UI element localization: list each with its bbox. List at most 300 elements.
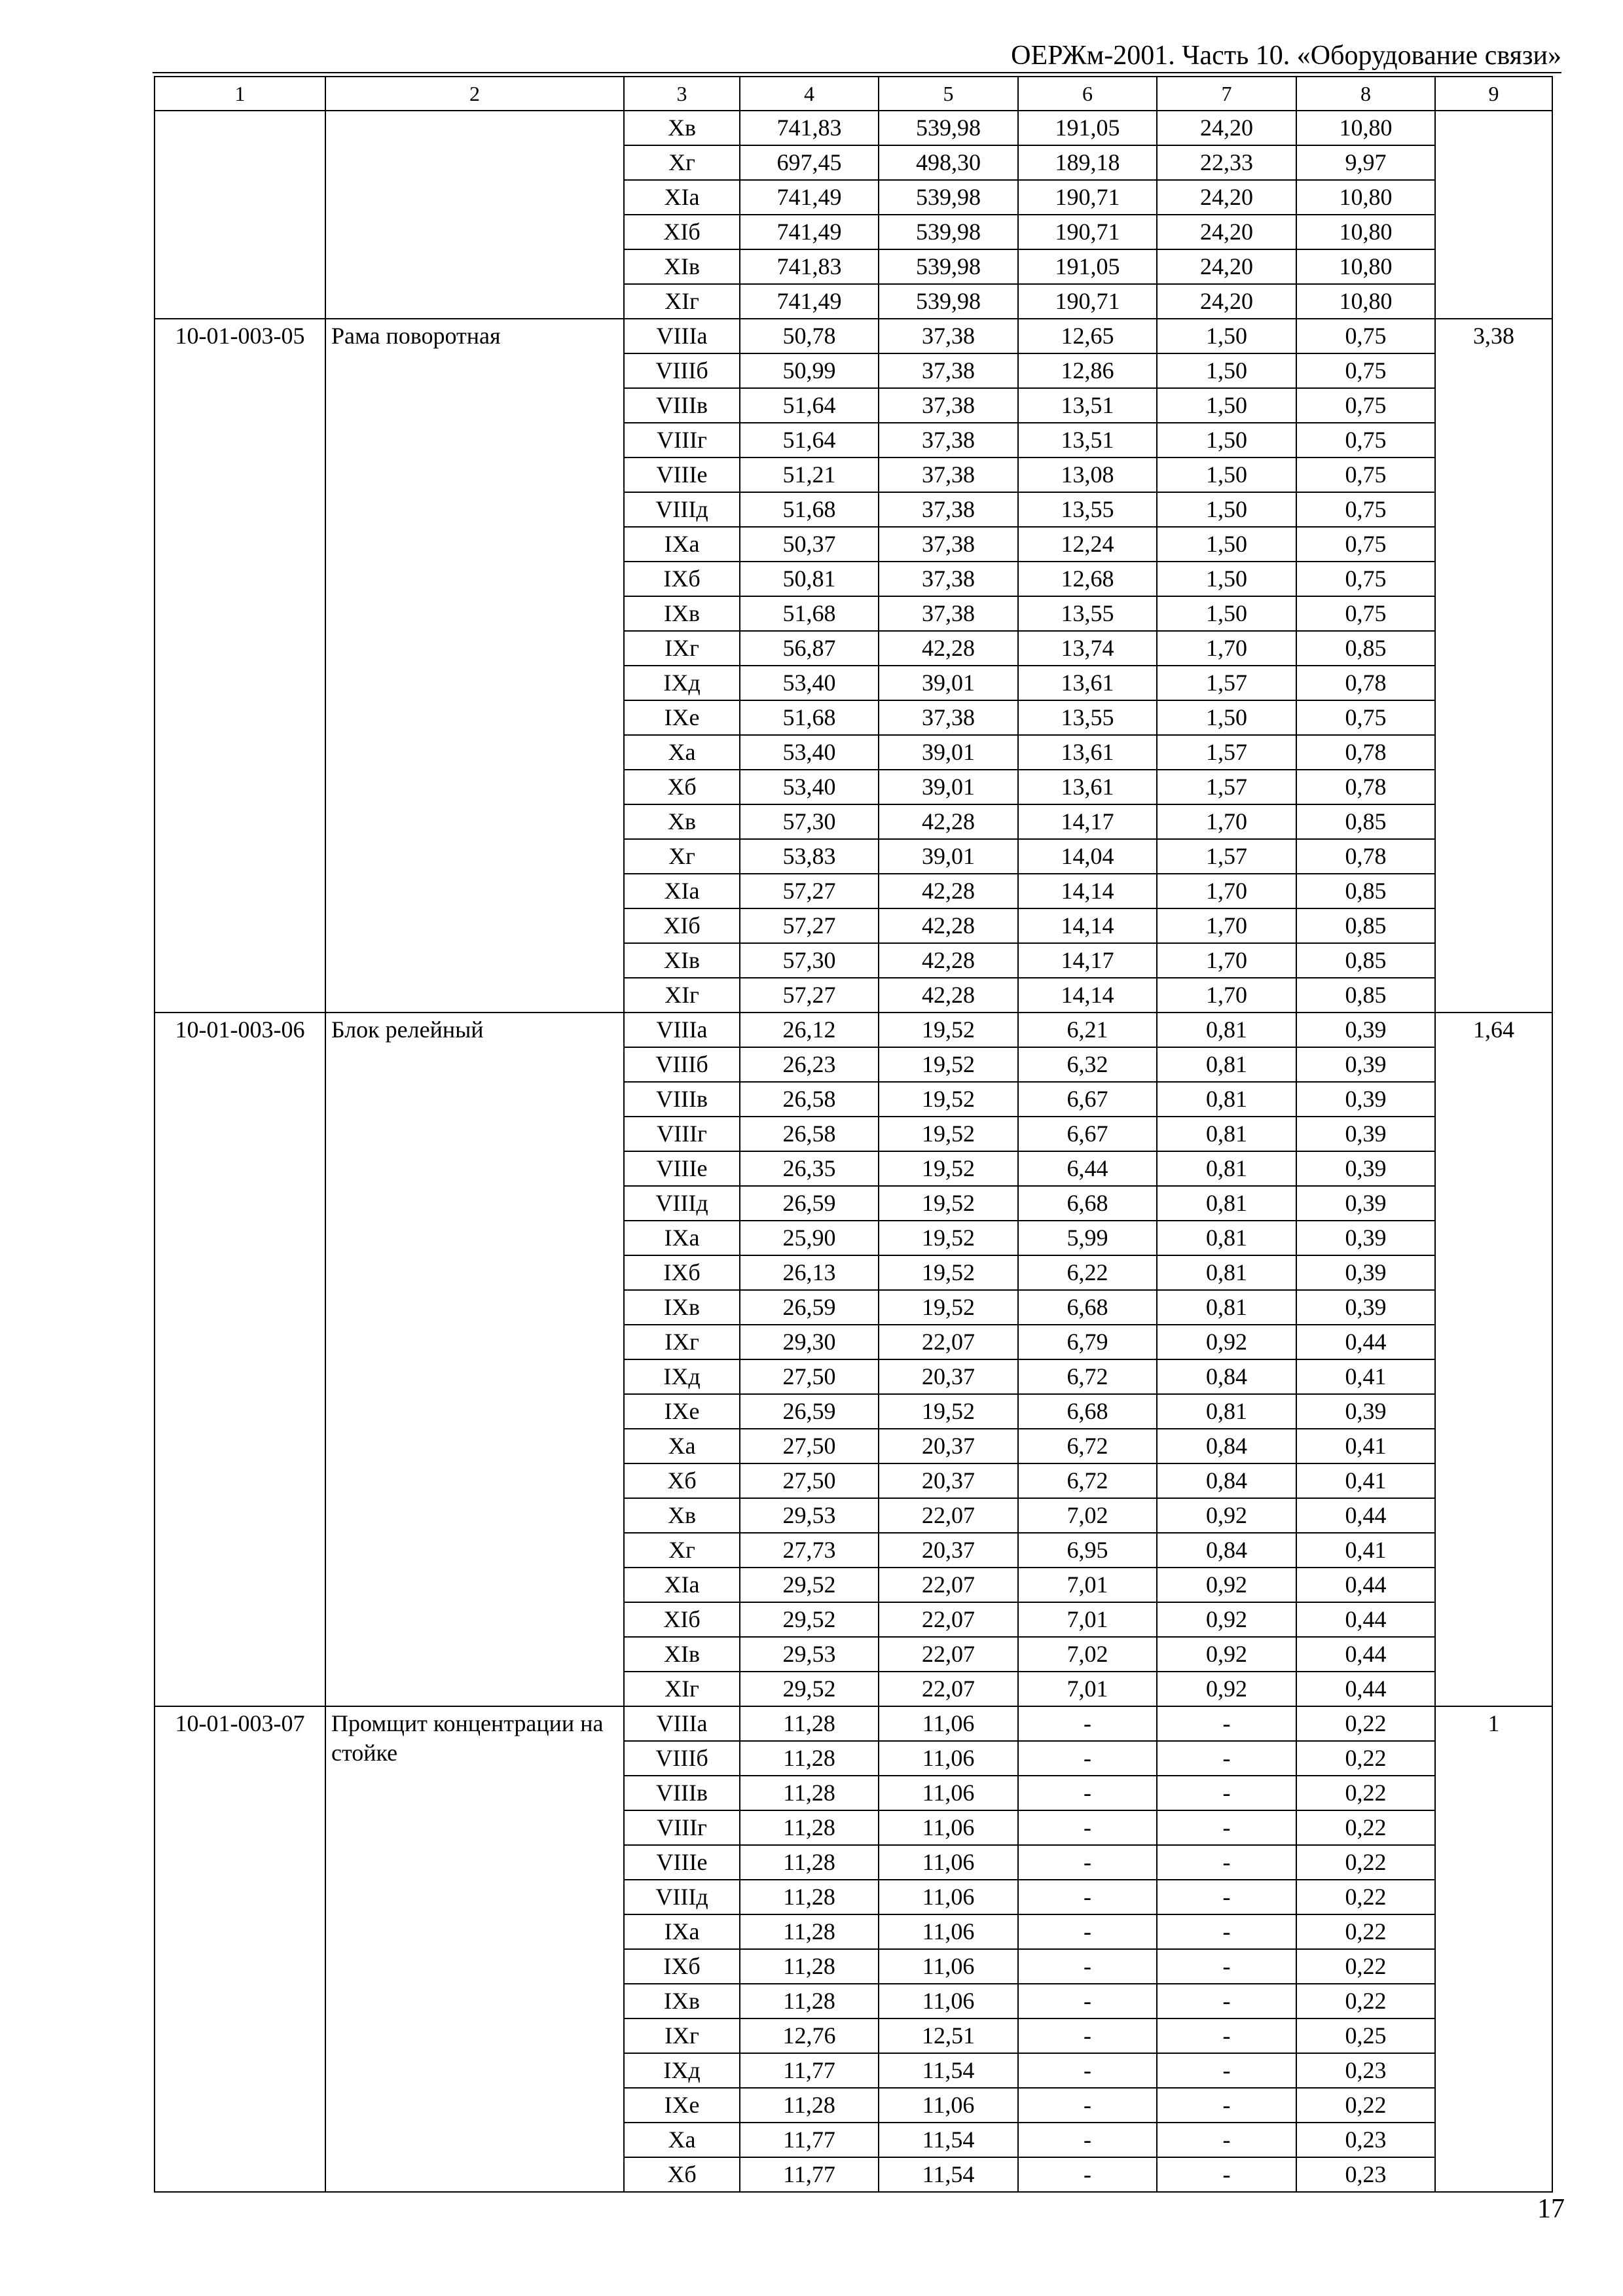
- machinists-wages-cell: 0,92: [1157, 1637, 1296, 1672]
- materials-cell: 0,39: [1296, 1290, 1435, 1325]
- volume-code-cell: Хб: [624, 1463, 740, 1498]
- volume-code-cell: Хв: [624, 111, 740, 145]
- wages-cell: 37,38: [879, 596, 1018, 631]
- volume-code-cell: Хг: [624, 839, 740, 874]
- volume-code-cell: VIIIв: [624, 388, 740, 423]
- volume-code-cell: XIа: [624, 874, 740, 908]
- total-cost-cell: 27,50: [740, 1429, 879, 1463]
- machinists-wages-cell: 0,81: [1157, 1221, 1296, 1255]
- machine-operation-cell: -: [1018, 2053, 1157, 2088]
- wages-cell: 39,01: [879, 666, 1018, 700]
- machinists-wages-cell: 1,57: [1157, 770, 1296, 804]
- machinists-wages-cell: 1,50: [1157, 596, 1296, 631]
- materials-cell: 0,85: [1296, 908, 1435, 943]
- volume-code-cell: IXе: [624, 2088, 740, 2123]
- table-row: [155, 1706, 1552, 1741]
- machine-operation-cell: 191,05: [1018, 249, 1157, 284]
- name-cell-empty: [325, 111, 624, 319]
- wages-cell: 539,98: [879, 111, 1018, 145]
- materials-cell: 0,41: [1296, 1359, 1435, 1394]
- wages-cell: 19,52: [879, 1255, 1018, 1290]
- volume-code-cell: IXб: [624, 1949, 740, 1984]
- wages-cell: 19,52: [879, 1394, 1018, 1429]
- machinists-wages-cell: 0,84: [1157, 1463, 1296, 1498]
- total-cost-cell: 29,52: [740, 1568, 879, 1602]
- volume-code-cell: IXб: [624, 562, 740, 596]
- materials-cell: 0,75: [1296, 700, 1435, 735]
- wages-cell: 11,06: [879, 2088, 1018, 2123]
- materials-cell: 0,23: [1296, 2157, 1435, 2192]
- total-cost-cell: 11,28: [740, 1810, 879, 1845]
- machine-operation-cell: -: [1018, 2018, 1157, 2053]
- total-cost-cell: 50,81: [740, 562, 879, 596]
- total-cost-cell: 11,28: [740, 1949, 879, 1984]
- machine-operation-cell: 13,55: [1018, 492, 1157, 527]
- machinists-wages-cell: 1,57: [1157, 839, 1296, 874]
- machinists-wages-cell: 1,50: [1157, 562, 1296, 596]
- total-cost-cell: 57,30: [740, 943, 879, 978]
- volume-code-cell: VIIIа: [624, 1706, 740, 1741]
- materials-cell: 0,75: [1296, 423, 1435, 457]
- machinists-wages-cell: 1,70: [1157, 804, 1296, 839]
- column-number: 7: [1157, 77, 1296, 111]
- materials-cell: 0,39: [1296, 1117, 1435, 1151]
- materials-cell: 0,22: [1296, 1845, 1435, 1880]
- machine-operation-cell: 6,68: [1018, 1394, 1157, 1429]
- total-cost-cell: 53,40: [740, 770, 879, 804]
- volume-code-cell: VIIIд: [624, 492, 740, 527]
- wages-cell: 42,28: [879, 631, 1018, 666]
- machine-operation-cell: 6,32: [1018, 1047, 1157, 1082]
- wages-cell: 11,54: [879, 2157, 1018, 2192]
- materials-cell: 0,44: [1296, 1637, 1435, 1672]
- total-cost-cell: 11,28: [740, 2088, 879, 2123]
- materials-cell: 0,39: [1296, 1047, 1435, 1082]
- materials-cell: 0,41: [1296, 1463, 1435, 1498]
- volume-code-cell: Хв: [624, 804, 740, 839]
- machinists-wages-cell: -: [1157, 2088, 1296, 2123]
- machinists-wages-cell: 0,81: [1157, 1255, 1296, 1290]
- volume-code-cell: XIг: [624, 284, 740, 319]
- machine-operation-cell: 190,71: [1018, 215, 1157, 249]
- volume-code-cell: IXг: [624, 631, 740, 666]
- materials-cell: 0,85: [1296, 874, 1435, 908]
- volume-code-cell: IXг: [624, 1325, 740, 1359]
- machinists-wages-cell: 1,50: [1157, 457, 1296, 492]
- wages-cell: 42,28: [879, 804, 1018, 839]
- materials-cell: 0,41: [1296, 1429, 1435, 1463]
- wages-cell: 22,07: [879, 1602, 1018, 1637]
- total-cost-cell: 57,27: [740, 874, 879, 908]
- machine-operation-cell: 6,72: [1018, 1463, 1157, 1498]
- volume-code-cell: Хб: [624, 2157, 740, 2192]
- volume-code-cell: IXд: [624, 666, 740, 700]
- rate-name: Рама поворотная: [325, 319, 624, 1013]
- weight-cell: 3,38: [1435, 319, 1552, 1013]
- total-cost-cell: 53,40: [740, 735, 879, 770]
- total-cost-cell: 51,64: [740, 423, 879, 457]
- total-cost-cell: 51,64: [740, 388, 879, 423]
- volume-code-cell: IXд: [624, 2053, 740, 2088]
- wages-cell: 539,98: [879, 215, 1018, 249]
- total-cost-cell: 29,52: [740, 1602, 879, 1637]
- volume-code-cell: IXд: [624, 1359, 740, 1394]
- machinists-wages-cell: -: [1157, 1880, 1296, 1914]
- machinists-wages-cell: 1,57: [1157, 666, 1296, 700]
- weight-cell: 1,64: [1435, 1013, 1552, 1706]
- total-cost-cell: 27,73: [740, 1533, 879, 1568]
- column-number: 6: [1018, 77, 1157, 111]
- machinists-wages-cell: -: [1157, 1741, 1296, 1776]
- wages-cell: 539,98: [879, 284, 1018, 319]
- materials-cell: 0,22: [1296, 1949, 1435, 1984]
- machine-operation-cell: 13,55: [1018, 700, 1157, 735]
- column-number: 9: [1435, 77, 1552, 111]
- total-cost-cell: 50,99: [740, 353, 879, 388]
- machinists-wages-cell: 1,50: [1157, 527, 1296, 562]
- page-header-title: ОЕРЖм-2001. Часть 10. «Оборудование связи»: [1011, 41, 1561, 71]
- volume-code-cell: IXг: [624, 2018, 740, 2053]
- total-cost-cell: 26,35: [740, 1151, 879, 1186]
- wages-cell: 19,52: [879, 1013, 1018, 1047]
- wages-cell: 11,06: [879, 1984, 1018, 2018]
- wages-cell: 11,06: [879, 1845, 1018, 1880]
- machinists-wages-cell: 1,57: [1157, 735, 1296, 770]
- wages-cell: 11,06: [879, 1880, 1018, 1914]
- total-cost-cell: 11,28: [740, 1741, 879, 1776]
- wages-cell: 37,38: [879, 319, 1018, 353]
- machinists-wages-cell: 0,84: [1157, 1429, 1296, 1463]
- machine-operation-cell: 14,17: [1018, 804, 1157, 839]
- volume-code-cell: VIIIе: [624, 1151, 740, 1186]
- materials-cell: 0,85: [1296, 943, 1435, 978]
- rate-code: 10-01-003-05: [155, 319, 325, 1013]
- materials-cell: 0,23: [1296, 2123, 1435, 2157]
- total-cost-cell: 11,28: [740, 1880, 879, 1914]
- materials-cell: 0,75: [1296, 388, 1435, 423]
- materials-cell: 0,39: [1296, 1255, 1435, 1290]
- machine-operation-cell: 12,86: [1018, 353, 1157, 388]
- volume-code-cell: IXв: [624, 1984, 740, 2018]
- materials-cell: 0,75: [1296, 319, 1435, 353]
- materials-cell: 0,44: [1296, 1568, 1435, 1602]
- machine-operation-cell: 12,24: [1018, 527, 1157, 562]
- total-cost-cell: 51,68: [740, 596, 879, 631]
- wages-cell: 22,07: [879, 1498, 1018, 1533]
- total-cost-cell: 51,68: [740, 700, 879, 735]
- machine-operation-cell: 190,71: [1018, 284, 1157, 319]
- wages-cell: 22,07: [879, 1672, 1018, 1706]
- machinists-wages-cell: 0,92: [1157, 1568, 1296, 1602]
- materials-cell: 10,80: [1296, 180, 1435, 215]
- machine-operation-cell: 6,21: [1018, 1013, 1157, 1047]
- total-cost-cell: 25,90: [740, 1221, 879, 1255]
- volume-code-cell: IXа: [624, 1221, 740, 1255]
- materials-cell: 0,39: [1296, 1221, 1435, 1255]
- machine-operation-cell: -: [1018, 1706, 1157, 1741]
- wages-cell: 42,28: [879, 943, 1018, 978]
- machine-operation-cell: 13,51: [1018, 423, 1157, 457]
- column-number: 2: [325, 77, 624, 111]
- volume-code-cell: XIв: [624, 943, 740, 978]
- wages-cell: 11,06: [879, 1706, 1018, 1741]
- column-number-row: [155, 77, 1552, 111]
- machinists-wages-cell: -: [1157, 1706, 1296, 1741]
- machinists-wages-cell: 1,70: [1157, 978, 1296, 1013]
- materials-cell: 0,22: [1296, 1810, 1435, 1845]
- machinists-wages-cell: 1,50: [1157, 700, 1296, 735]
- total-cost-cell: 697,45: [740, 145, 879, 180]
- volume-code-cell: Хг: [624, 1533, 740, 1568]
- wages-cell: 39,01: [879, 770, 1018, 804]
- total-cost-cell: 11,77: [740, 2053, 879, 2088]
- machine-operation-cell: -: [1018, 1741, 1157, 1776]
- materials-cell: 0,78: [1296, 770, 1435, 804]
- machinists-wages-cell: -: [1157, 1845, 1296, 1880]
- machinists-wages-cell: 0,81: [1157, 1151, 1296, 1186]
- weight-cell: 1: [1435, 1706, 1552, 2192]
- machine-operation-cell: 14,17: [1018, 943, 1157, 978]
- column-number: 8: [1296, 77, 1435, 111]
- wages-cell: 39,01: [879, 839, 1018, 874]
- machinists-wages-cell: 1,50: [1157, 492, 1296, 527]
- machine-operation-cell: 13,74: [1018, 631, 1157, 666]
- wages-cell: 19,52: [879, 1082, 1018, 1117]
- wages-cell: 22,07: [879, 1637, 1018, 1672]
- total-cost-cell: 53,40: [740, 666, 879, 700]
- machinists-wages-cell: 0,81: [1157, 1117, 1296, 1151]
- machine-operation-cell: 5,99: [1018, 1221, 1157, 1255]
- machine-operation-cell: 13,61: [1018, 666, 1157, 700]
- volume-code-cell: Хг: [624, 145, 740, 180]
- total-cost-cell: 29,53: [740, 1498, 879, 1533]
- machine-operation-cell: 6,79: [1018, 1325, 1157, 1359]
- wages-cell: 19,52: [879, 1221, 1018, 1255]
- machinists-wages-cell: 1,70: [1157, 631, 1296, 666]
- machinists-wages-cell: 0,81: [1157, 1047, 1296, 1082]
- machinists-wages-cell: 1,70: [1157, 943, 1296, 978]
- machine-operation-cell: 7,01: [1018, 1568, 1157, 1602]
- machinists-wages-cell: 22,33: [1157, 145, 1296, 180]
- materials-cell: 0,39: [1296, 1394, 1435, 1429]
- materials-cell: 0,44: [1296, 1672, 1435, 1706]
- total-cost-cell: 26,13: [740, 1255, 879, 1290]
- volume-code-cell: XIа: [624, 180, 740, 215]
- materials-cell: 0,44: [1296, 1602, 1435, 1637]
- machine-operation-cell: 14,14: [1018, 978, 1157, 1013]
- total-cost-cell: 26,12: [740, 1013, 879, 1047]
- total-cost-cell: 11,77: [740, 2123, 879, 2157]
- machine-operation-cell: 13,55: [1018, 596, 1157, 631]
- machine-operation-cell: 13,61: [1018, 735, 1157, 770]
- machinists-wages-cell: 0,81: [1157, 1394, 1296, 1429]
- materials-cell: 0,39: [1296, 1151, 1435, 1186]
- total-cost-cell: 29,30: [740, 1325, 879, 1359]
- machine-operation-cell: 7,01: [1018, 1602, 1157, 1637]
- wages-cell: 20,37: [879, 1463, 1018, 1498]
- wages-cell: 42,28: [879, 874, 1018, 908]
- wages-cell: 11,06: [879, 1741, 1018, 1776]
- machinists-wages-cell: 0,92: [1157, 1498, 1296, 1533]
- machine-operation-cell: -: [1018, 1845, 1157, 1880]
- materials-cell: 0,39: [1296, 1013, 1435, 1047]
- machine-operation-cell: -: [1018, 1984, 1157, 2018]
- machine-operation-cell: 6,44: [1018, 1151, 1157, 1186]
- machine-operation-cell: -: [1018, 1949, 1157, 1984]
- rate-name: Блок релейный: [325, 1013, 624, 1706]
- rate-code: 10-01-003-07: [155, 1706, 325, 2192]
- total-cost-cell: 11,28: [740, 1914, 879, 1949]
- total-cost-cell: 11,28: [740, 1984, 879, 2018]
- materials-cell: 0,41: [1296, 1533, 1435, 1568]
- wages-cell: 19,52: [879, 1151, 1018, 1186]
- machinists-wages-cell: -: [1157, 2123, 1296, 2157]
- machine-operation-cell: 7,02: [1018, 1637, 1157, 1672]
- machine-operation-cell: 7,02: [1018, 1498, 1157, 1533]
- machine-operation-cell: 14,14: [1018, 908, 1157, 943]
- total-cost-cell: 29,52: [740, 1672, 879, 1706]
- materials-cell: 0,44: [1296, 1325, 1435, 1359]
- wages-cell: 19,52: [879, 1186, 1018, 1221]
- total-cost-cell: 57,27: [740, 908, 879, 943]
- volume-code-cell: VIIIб: [624, 1741, 740, 1776]
- volume-code-cell: VIIIб: [624, 353, 740, 388]
- machinists-wages-cell: -: [1157, 1984, 1296, 2018]
- code-cell-empty: [155, 111, 325, 319]
- volume-code-cell: XIг: [624, 1672, 740, 1706]
- machine-operation-cell: 12,68: [1018, 562, 1157, 596]
- table-row: [155, 1013, 1552, 1047]
- volume-code-cell: VIIIг: [624, 1117, 740, 1151]
- materials-cell: 0,22: [1296, 2088, 1435, 2123]
- volume-code-cell: Хб: [624, 770, 740, 804]
- wages-cell: 12,51: [879, 2018, 1018, 2053]
- wages-cell: 37,38: [879, 492, 1018, 527]
- machinists-wages-cell: -: [1157, 1810, 1296, 1845]
- volume-code-cell: Ха: [624, 2123, 740, 2157]
- total-cost-cell: 50,37: [740, 527, 879, 562]
- volume-code-cell: VIIIа: [624, 319, 740, 353]
- materials-cell: 0,22: [1296, 1984, 1435, 2018]
- machine-operation-cell: 7,01: [1018, 1672, 1157, 1706]
- total-cost-cell: 741,49: [740, 284, 879, 319]
- total-cost-cell: 11,28: [740, 1845, 879, 1880]
- machinists-wages-cell: 0,81: [1157, 1290, 1296, 1325]
- volume-code-cell: IXе: [624, 700, 740, 735]
- volume-code-cell: XIа: [624, 1568, 740, 1602]
- total-cost-cell: 56,87: [740, 631, 879, 666]
- total-cost-cell: 26,23: [740, 1047, 879, 1082]
- wages-cell: 498,30: [879, 145, 1018, 180]
- volume-code-cell: VIIIа: [624, 1013, 740, 1047]
- materials-cell: 0,22: [1296, 1776, 1435, 1810]
- machinists-wages-cell: 0,92: [1157, 1602, 1296, 1637]
- volume-code-cell: XIв: [624, 249, 740, 284]
- wages-cell: 37,38: [879, 388, 1018, 423]
- machinists-wages-cell: 0,84: [1157, 1359, 1296, 1394]
- total-cost-cell: 11,28: [740, 1706, 879, 1741]
- machine-operation-cell: 13,51: [1018, 388, 1157, 423]
- wages-cell: 11,06: [879, 1914, 1018, 1949]
- machine-operation-cell: -: [1018, 1880, 1157, 1914]
- table-row: [155, 111, 1552, 145]
- volume-code-cell: IXе: [624, 1394, 740, 1429]
- machine-operation-cell: -: [1018, 2123, 1157, 2157]
- machine-operation-cell: 6,67: [1018, 1117, 1157, 1151]
- materials-cell: 0,75: [1296, 562, 1435, 596]
- machine-operation-cell: 13,61: [1018, 770, 1157, 804]
- machine-operation-cell: 6,72: [1018, 1429, 1157, 1463]
- machinists-wages-cell: 0,92: [1157, 1325, 1296, 1359]
- machinists-wages-cell: -: [1157, 1776, 1296, 1810]
- volume-code-cell: XIв: [624, 1637, 740, 1672]
- machinists-wages-cell: 1,70: [1157, 908, 1296, 943]
- materials-cell: 0,39: [1296, 1082, 1435, 1117]
- col9-cell-empty: [1435, 111, 1552, 319]
- wages-cell: 19,52: [879, 1290, 1018, 1325]
- machine-operation-cell: 6,72: [1018, 1359, 1157, 1394]
- machine-operation-cell: 189,18: [1018, 145, 1157, 180]
- materials-cell: 0,85: [1296, 978, 1435, 1013]
- wages-cell: 42,28: [879, 978, 1018, 1013]
- materials-cell: 0,78: [1296, 839, 1435, 874]
- materials-cell: 0,44: [1296, 1498, 1435, 1533]
- total-cost-cell: 26,58: [740, 1082, 879, 1117]
- wages-cell: 11,06: [879, 1776, 1018, 1810]
- table-body: [155, 77, 1552, 2192]
- volume-code-cell: IXв: [624, 596, 740, 631]
- machinists-wages-cell: 24,20: [1157, 215, 1296, 249]
- wages-cell: 37,38: [879, 457, 1018, 492]
- volume-code-cell: XIб: [624, 908, 740, 943]
- total-cost-cell: 26,59: [740, 1290, 879, 1325]
- machinists-wages-cell: -: [1157, 2018, 1296, 2053]
- total-cost-cell: 741,83: [740, 249, 879, 284]
- wages-cell: 22,07: [879, 1325, 1018, 1359]
- wages-cell: 539,98: [879, 249, 1018, 284]
- column-number: 4: [740, 77, 879, 111]
- wages-cell: 20,37: [879, 1429, 1018, 1463]
- total-cost-cell: 51,68: [740, 492, 879, 527]
- wages-cell: 20,37: [879, 1533, 1018, 1568]
- wages-cell: 11,06: [879, 1949, 1018, 1984]
- volume-code-cell: VIIIе: [624, 457, 740, 492]
- materials-cell: 0,39: [1296, 1186, 1435, 1221]
- materials-cell: 10,80: [1296, 215, 1435, 249]
- machine-operation-cell: -: [1018, 2088, 1157, 2123]
- wages-cell: 20,37: [879, 1359, 1018, 1394]
- materials-cell: 0,75: [1296, 596, 1435, 631]
- rates-table: [154, 76, 1553, 2193]
- machinists-wages-cell: 1,50: [1157, 388, 1296, 423]
- wages-cell: 37,38: [879, 423, 1018, 457]
- column-number: 1: [155, 77, 325, 111]
- machinists-wages-cell: -: [1157, 2157, 1296, 2192]
- total-cost-cell: 29,53: [740, 1637, 879, 1672]
- machinists-wages-cell: -: [1157, 1914, 1296, 1949]
- volume-code-cell: VIIIв: [624, 1082, 740, 1117]
- materials-cell: 0,22: [1296, 1880, 1435, 1914]
- volume-code-cell: IXб: [624, 1255, 740, 1290]
- total-cost-cell: 741,49: [740, 180, 879, 215]
- materials-cell: 0,78: [1296, 735, 1435, 770]
- machinists-wages-cell: 24,20: [1157, 249, 1296, 284]
- total-cost-cell: 57,27: [740, 978, 879, 1013]
- machine-operation-cell: 12,65: [1018, 319, 1157, 353]
- materials-cell: 9,97: [1296, 145, 1435, 180]
- materials-cell: 0,22: [1296, 1914, 1435, 1949]
- machine-operation-cell: -: [1018, 2157, 1157, 2192]
